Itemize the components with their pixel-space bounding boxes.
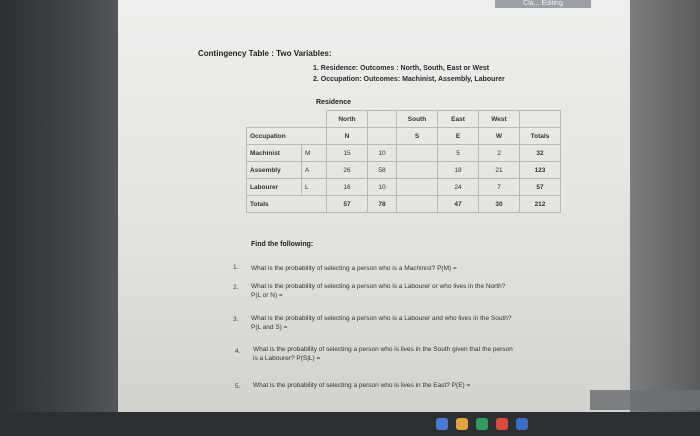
question-4: What is the probability of selecting a person who is lives in the South given that the person is a Labourer? P(S|L) = [253, 346, 513, 362]
table-cell: 58 [368, 162, 397, 179]
question-number: 5. [235, 383, 241, 390]
page-title: Contingency Table : Two Variables: [198, 49, 332, 58]
system-tray [590, 390, 700, 410]
row-label: Labourer [247, 179, 302, 196]
question-1: What is the probability of selecting a person who is a Machinist? P(M) = [251, 265, 457, 272]
header-e: E [438, 128, 479, 145]
header-s: S [397, 128, 438, 145]
header-north: North [327, 111, 368, 128]
table-cell: 26 [327, 162, 368, 179]
variable-2: 2. Occupation: Outcomes: Machinist, Assembly, Labourer [313, 76, 505, 83]
contingency-table [246, 110, 561, 213]
row-total: 123 [520, 162, 561, 179]
document-page [118, 0, 630, 436]
table-row [247, 179, 561, 196]
grand-total: 212 [520, 196, 561, 213]
right-shadow [625, 0, 700, 436]
header-w: W [479, 128, 520, 145]
question-5: What is the probability of selecting a person who is lives in the East? P(E) = [253, 382, 471, 389]
table-cell: 10 [368, 145, 397, 162]
app-icon[interactable] [436, 418, 448, 430]
row-code: A [302, 162, 327, 179]
totals-row [247, 196, 561, 213]
table-cell: 15 [327, 145, 368, 162]
question-number: 4. [235, 348, 241, 355]
table-cell: 57 [327, 196, 368, 213]
table-row [247, 162, 561, 179]
code-header-row [247, 128, 561, 145]
taskbar [0, 412, 700, 436]
header-totals: Totals [520, 128, 561, 145]
row-total: 57 [520, 179, 561, 196]
table-cell: 16 [327, 179, 368, 196]
row-total: 32 [520, 145, 561, 162]
direction-header-row [247, 111, 561, 128]
left-shadow [0, 0, 120, 436]
mail-icon[interactable] [496, 418, 508, 430]
occupation-header: Occupation [247, 128, 327, 145]
browser-icon[interactable] [476, 418, 488, 430]
table-cell: 47 [438, 196, 479, 213]
header-south: South [397, 111, 438, 128]
header-east: East [438, 111, 479, 128]
table-cell: 10 [368, 179, 397, 196]
row-label: Machinist [247, 145, 302, 162]
header-west: West [479, 111, 520, 128]
folder-icon[interactable] [456, 418, 468, 430]
table-cell: 7 [479, 179, 520, 196]
row-label: Totals [247, 196, 327, 213]
question-number: 2. [233, 284, 239, 291]
variable-list [313, 63, 505, 85]
variable-1: 1. Residence: Outcomes : North, South, East or West [313, 65, 490, 72]
header-n: N [327, 128, 368, 145]
row-code: L [302, 179, 327, 196]
table-cell: 18 [438, 162, 479, 179]
editing-tab[interactable]: Cla... Editing [495, 0, 591, 8]
question-number: 1. [233, 264, 239, 271]
table-cell: 24 [438, 179, 479, 196]
question-number: 3. [233, 316, 239, 323]
table-cell: 78 [368, 196, 397, 213]
row-label: Assembly [247, 162, 302, 179]
question-2: What is the probability of selecting a person who is a Labourer or who lives in the North? P(L or N) = [251, 283, 506, 299]
question-3: What is the probability of selecting a person who is a Labourer and who lives in the South? P(L and S) = [251, 315, 512, 331]
residence-label: Residence [316, 99, 352, 106]
find-heading: Find the following: [251, 241, 314, 248]
table-cell: 2 [479, 145, 520, 162]
table-cell: 21 [479, 162, 520, 179]
row-code: M [302, 145, 327, 162]
table-cell: 30 [479, 196, 520, 213]
table-row [247, 145, 561, 162]
table-cell: 5 [438, 145, 479, 162]
word-icon[interactable] [516, 418, 528, 430]
